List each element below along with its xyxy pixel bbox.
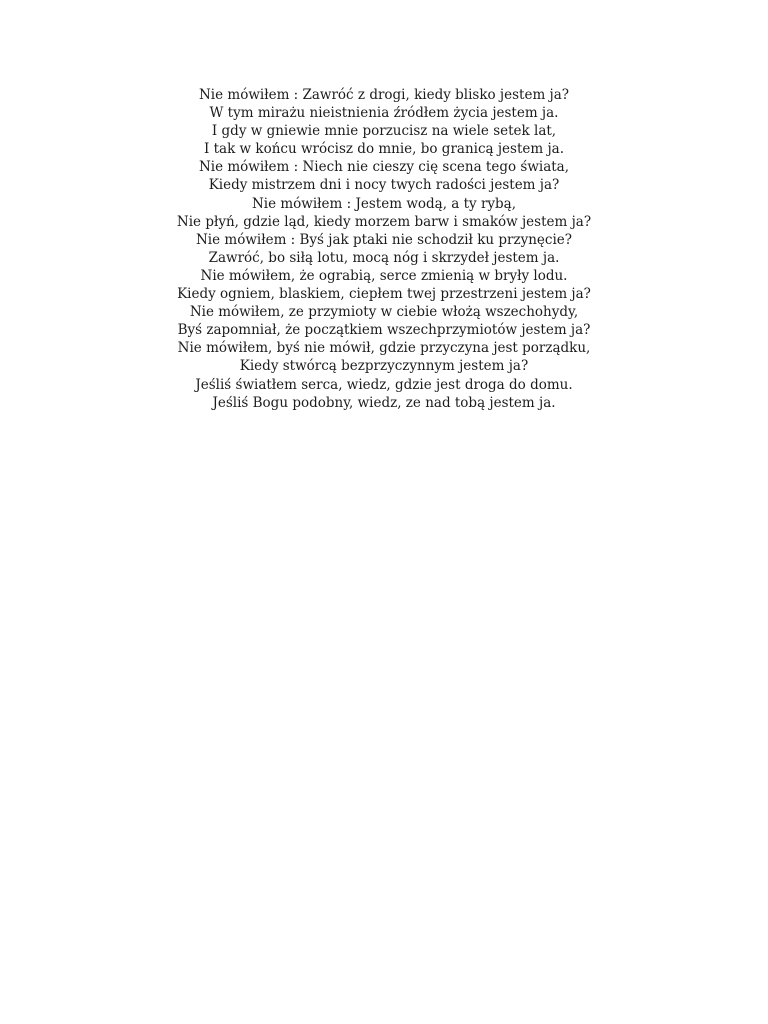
poem-line: Nie płyń, gdzie ląd, kiedy morzem barw i smaków jestem ja? (176, 213, 592, 230)
poem-line: Jeśliś światłem serca, wiedz, gdzie jest droga do domu. (195, 376, 573, 393)
poem-line: Nie mówiłem : Jestem wodą, a ty rybą, (251, 195, 517, 212)
poem-line: Nie mówiłem : Zawróć z drogi, kiedy blisko jestem ja? (198, 87, 570, 103)
poem-line: I gdy w gniewie mnie porzucisz na wiele setek lat, (211, 123, 557, 140)
poem-line: Nie mówiłem, byś nie mówił, gdzie przyczyna jest porządku, (177, 340, 591, 357)
poem-line: W tym mirażu nieistnienia źródłem życia jestem ja. (209, 105, 559, 122)
poem-line: Nie mówiłem, że ograbią, serce zmienią w bryły lodu. (200, 267, 568, 284)
poem-line: Nie mówiłem : Niech nie cieszy cię scena tego świata, (198, 159, 570, 176)
poem-line: Kiedy mistrzem dni i nocy twych radości jestem ja? (208, 177, 560, 194)
poem-line: I tak w końcu wrócisz do mnie, bo granicą jestem ja. (203, 141, 564, 158)
poem-line: Kiedy ogniem, blaskiem, ciepłem twej przestrzeni jestem ja? (177, 286, 591, 303)
poem-line: Nie mówiłem : Byś jak ptaki nie schodził ku przynęcie? (195, 231, 573, 248)
poem-line: Jeśliś Bogu podobny, wiedz, ze nad tobą jestem ja. (212, 394, 556, 411)
poem-line: Nie mówiłem, ze przymioty w ciebie włożą wszechohydy, (189, 304, 579, 321)
poem-line: Zawróć, bo siłą lotu, mocą nóg i skrzydeł jestem ja. (208, 249, 560, 266)
poem-line: Byś zapomniał, że początkiem wszechprzymiotów jestem ja? (177, 322, 591, 339)
poem-text (0, 86, 768, 412)
poem-line: Kiedy stwórcą bezprzyczynnym jestem ja? (239, 358, 529, 375)
